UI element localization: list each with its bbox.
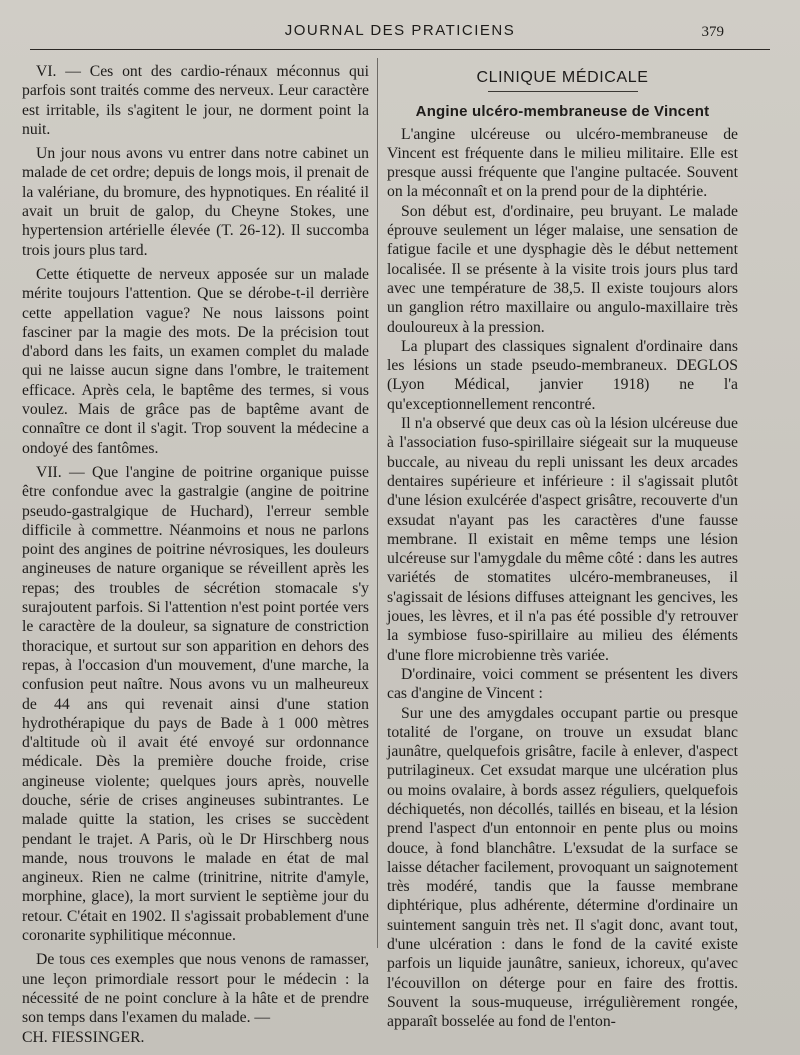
running-head [0, 18, 800, 48]
left-column [22, 62, 369, 1047]
article-title: Angine ulcéro-membraneuse de Vincent [415, 103, 710, 121]
paragraph-vincent-classics: La plupart des classiques signalent d'ordinaire dans les lésions un stade pseudo-membraneux. DEGLOS (Lyon Médical, janvier 1918) ne l'a qu'exceptionnellement rencontré. [387, 337, 738, 413]
paragraph-vii-angina: VII. — Que l'angine de poitrine organique puisse être confondue avec la gastralgie (angine de poitrine pseudo-gastralgique de Huchard), l'erreur semble difficile à commettre. Néanmoins et nous ne parlons point des angines de poitrine névrosiques, les douleurs angineuses de nature organique se réveillent après les repas; des troubles de sécrétion stomacale s'y surajoutent parfois. Si l'attention n'est point portée vers le caractère de la douleur, sa signature de constriction thoracique, et surtout sur son apparition en dehors des repas, à l'occasion d'un mouvement, d'une marche, la confusion peut naître. Nous avons vu un malheureux de 44 ans qui revenait ainsi d'une station hydrothérapique du pays de Bade à 1 000 mètres d'altitude où il avait été envoyé sur ordonnance médicale. Dès la première douche froide, crise angineuse violente; quelques jours après, nouvelle douche, série de crises angineuses subintrantes. Le malade quitte la station, les crises se succèdent pendant le trajet. A Paris, où le Dr Hirschberg nous mande, nous trouvons le malade en état de mal angineux. Rien ne calme (trinitrine, nitrite d'amyle, morphine, glace), la mort survient le septième jour du retour. C'était en 1902. Il s'agissait probablement d'une coronarite syphilitique méconnue. [22, 463, 369, 945]
page-number: 379 [701, 24, 724, 40]
right-column [387, 62, 738, 1032]
column-divider [377, 58, 378, 948]
paragraph-conclusion: De tous ces exemples que nous venons de ramasser, une leçon primordiale ressort pour le médecin : la nécessité de ne point conclure à la hâte et de prendre son temps dans l'examen du malade. — [22, 951, 369, 1027]
paragraph-vi-intro: VI. — Ces ont des cardio-rénaux méconnus qui parfois sont traités comme des nerveux. Leur caractère est irritable, ils s'agitent le jour, ne dorment point la nuit. [22, 63, 369, 138]
section-heading: CLINIQUE MÉDICALE [476, 69, 649, 86]
header-rule [30, 49, 770, 50]
section-rule [488, 91, 638, 92]
paragraph-vincent-cases: Il n'a observé que deux cas où la lésion ulcéreuse due à l'association fuso-spirillaire siégeait sur la muqueuse buccale, au niveau du repli unissant les deux arcades dentaires supérieure et inférieure : il s'agissait plutôt d'une lésion exulcérée d'aspect grisâtre, recouverte d'un exsudat n'ayant pas les caractères d'une fausse membrane. Il existait en même temps une lésion ulcéreuse sur l'amygdale du même côté : dans les autres variétés de stomatites ulcéro-membraneuses, il s'agissait de lésions diffuses atteignant les gencives, les joues, les lèvres, et il n'a pas été possible d'y retrouver la symbiose fuso-spirillaire au milieu des éléments d'une flore microbienne très variée. [387, 415, 738, 664]
author-signature: CH. FIESSINGER. [22, 1028, 145, 1046]
journal-title: JOURNAL DES PRATICIENS [284, 22, 516, 39]
paragraph-vincent-description: Sur une des amygdales occupant partie ou presque totalité de l'organe, on trouve un exsudat blanc jaunâtre, quelquefois grisâtre, facile à enlever, d'aspect putrilagineux. Cet exsudat marque une ulcération plus ou moins ovalaire, à bords assez réguliers, quelquefois déchiquetés, non décollés, taillés en biseau, et la lésion prend l'aspect d'un entonnoir en pente plus ou moins douce, à fond blanchâtre. L'exsudat de la surface se laisse détacher facilement, provoquant un saignotement très modéré, tandis que la fausse membrane diphtérique, plus adhérente, détermine d'ordinaire un suintement sanguin très net. Il s'agit donc, avant tout, d'une ulcération : dans le fond de la cavité existe parfois un liquide jaunâtre, sanieux, ichoreux, qu'avec l'écouvillon on déterge pour en faire des frottis. Souvent la sous-muqueuse, irrégulièrement rongée, apparaît bosselée au fond de l'enton- [387, 704, 738, 1031]
paragraph-vincent-onset: Son début est, d'ordinaire, peu bruyant. Le malade éprouve seulement un léger malaise, une sensation de fatigue facile et une dysphagie dès le début nettement localisée. Il se présente à la visite trois jours plus tard avec une température de 38,5. Il existe toujours alors un ganglion rétro maxillaire ou angulo-maxillaire très douloureux à la pression. [387, 202, 738, 336]
paragraph-vi-reflection: Cette étiquette de nerveux apposée sur un malade mérite toujours l'attention. Que se dérobe-t-il derrière cette appellation vague? Ne nous laissons point fasciner par la magie des mots. De la précision tout d'abord dans les faits, un examen complet du malade qui ne laisse aucun signe dans l'ombre, le traitement efficace. Après cela, le baptême des termes, si vous voulez. Mais de grâce pas de baptême avant de connaître ce dont il s'agit. Trop souvent la médecine a ondoyé des fantômes. [22, 265, 369, 457]
paragraph-vi-case: Un jour nous avons vu entrer dans notre cabinet un malade de cet ordre; depuis de longs mois, il prenait de la valériane, du bromure, des hypnotiques. En réalité il avait un bruit de galop, du Cheyne Stokes, une hypertension artérielle élevée (T. 26-12). Il succomba trois jours plus tard. [22, 145, 369, 259]
paragraph-vincent-presentation: D'ordinaire, voici comment se présentent les divers cas d'angine de Vincent : [387, 665, 738, 703]
paragraph-vincent-intro: L'angine ulcéreuse ou ulcéro-membraneuse de Vincent est fréquente dans le milieu militaire. Elle est presque aussi fréquente que l'angine pultacée. Souvent on la méconnaît et on la prend pour de la diphtérie. [387, 125, 738, 201]
